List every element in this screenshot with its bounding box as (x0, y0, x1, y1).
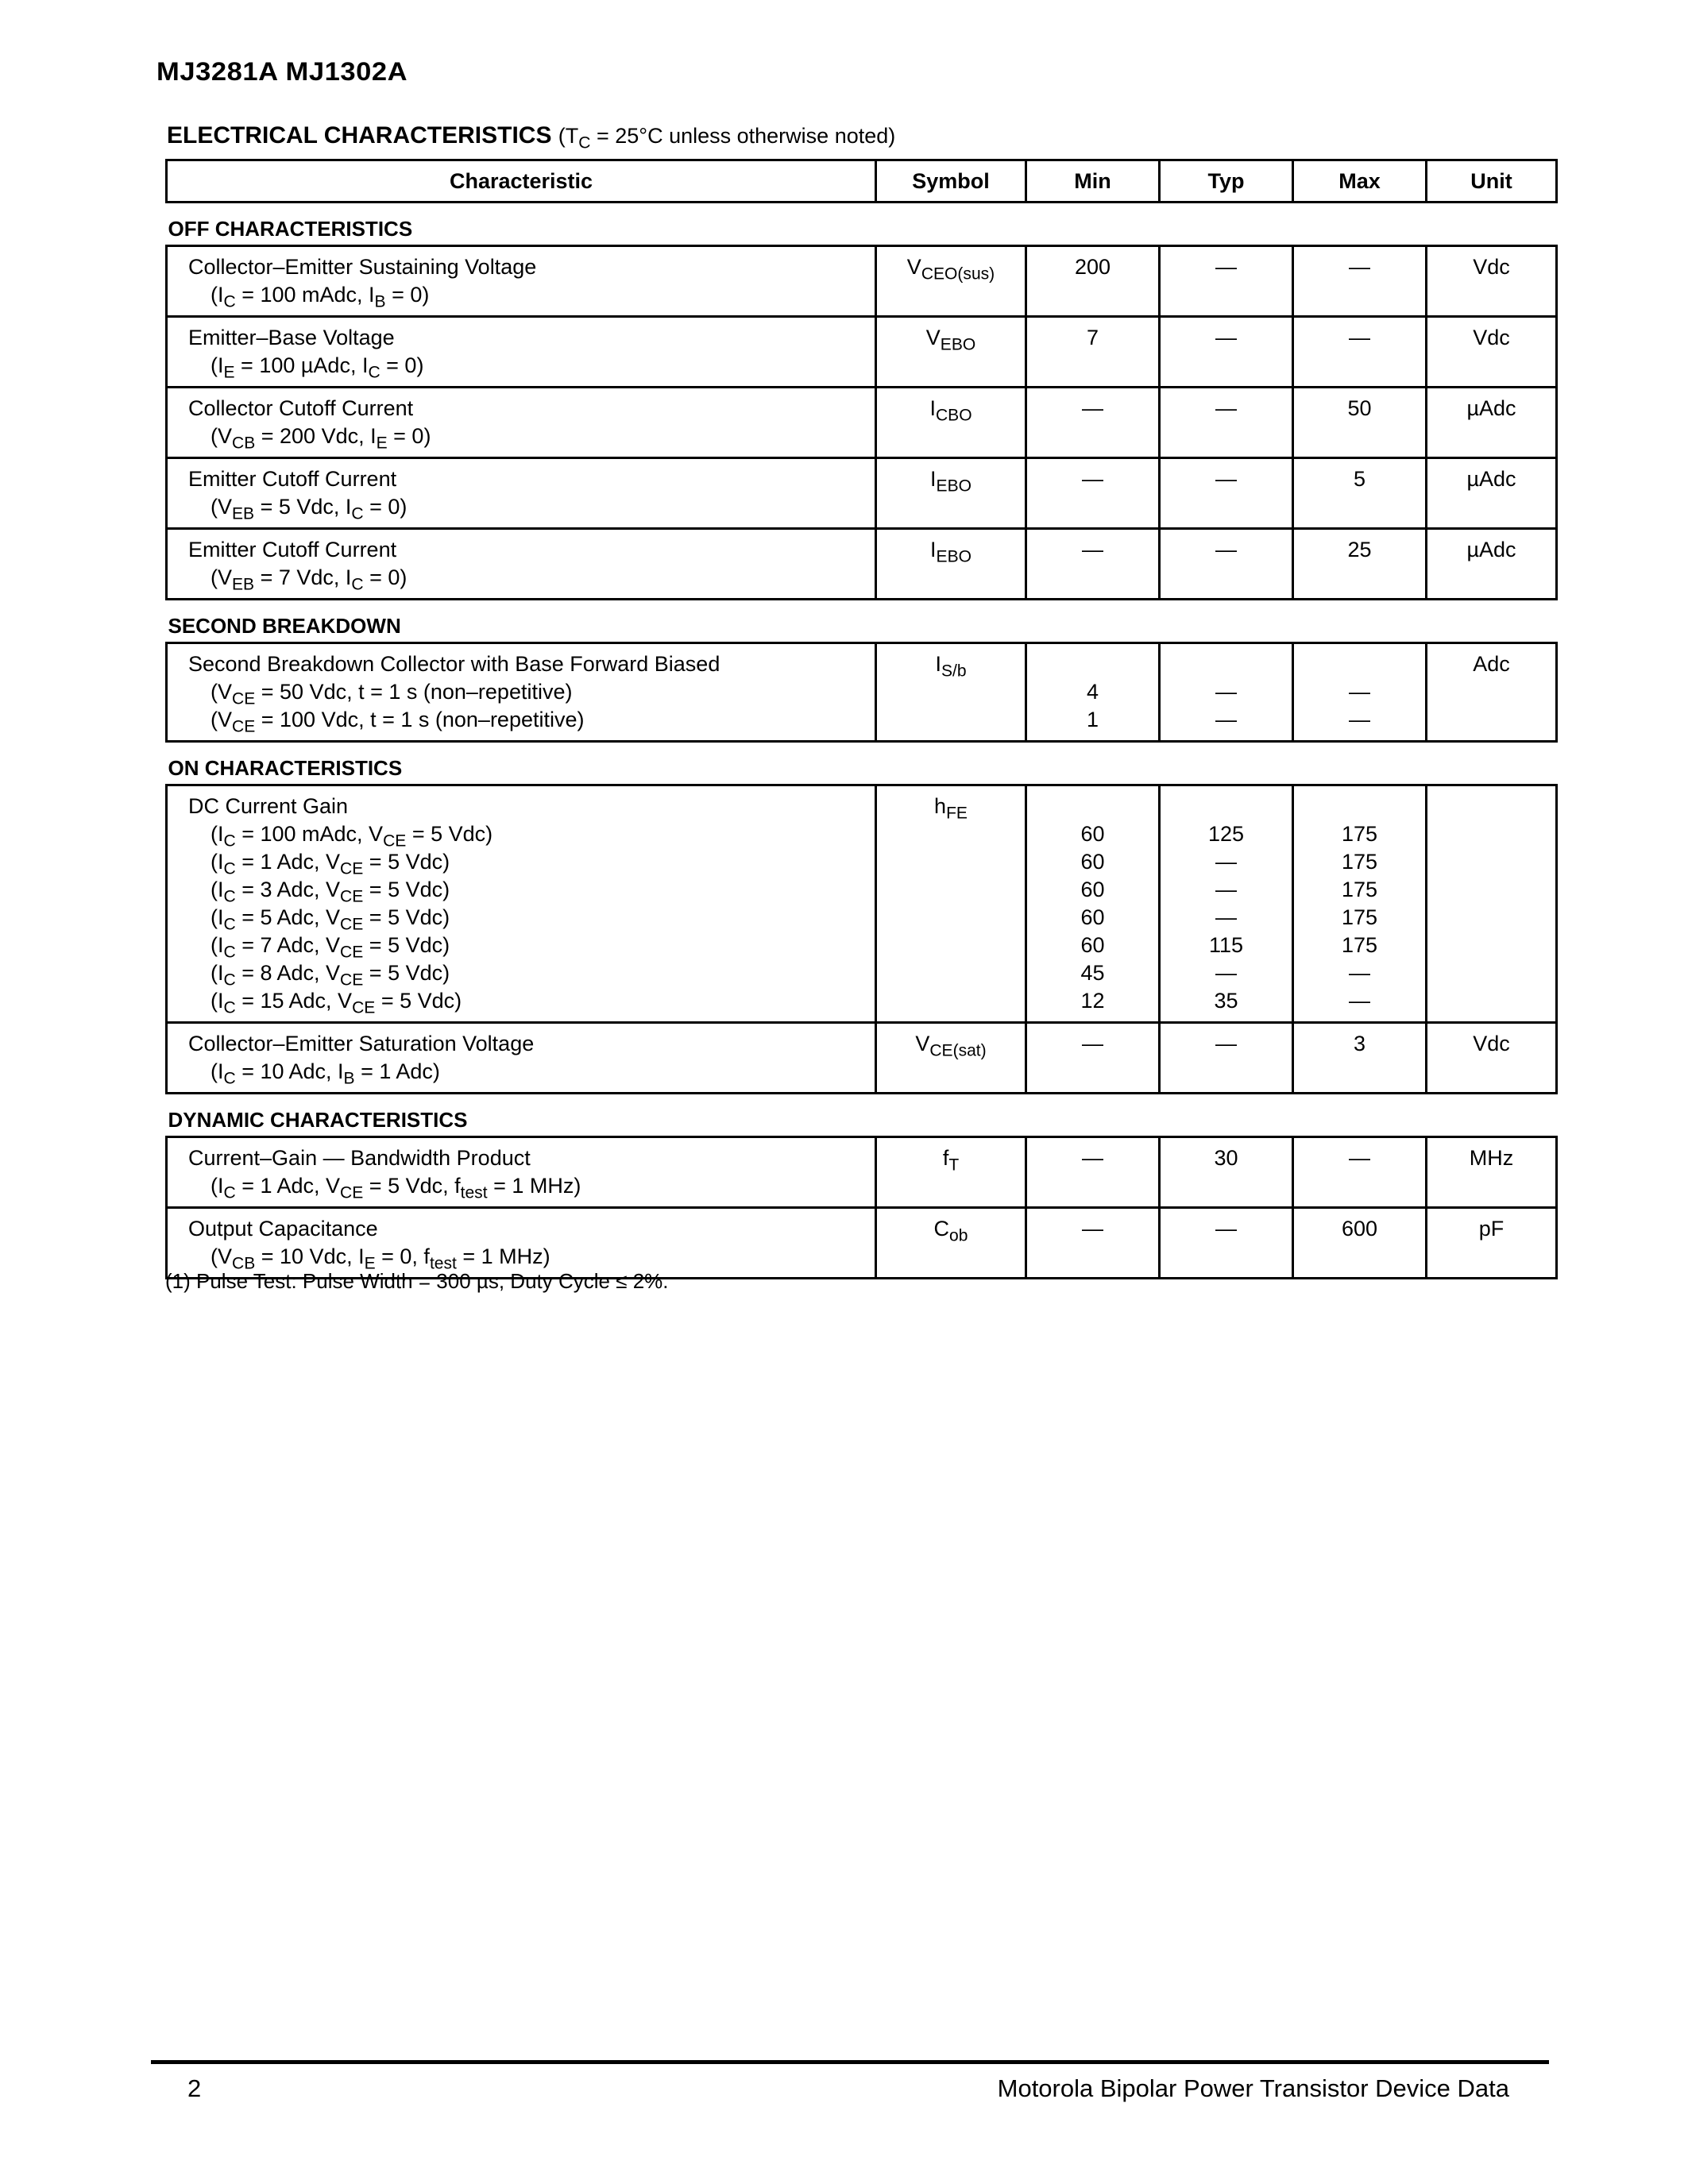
typ-value: — (1215, 326, 1237, 349)
min-cell (1026, 1023, 1160, 1094)
table-row (167, 246, 1557, 317)
test-condition: ($I_C = 8$ Adc, $V_{CE} = 5$ Vdc) (211, 961, 450, 990)
typ-value: 30 (1214, 1146, 1238, 1170)
typ-value: — (1215, 467, 1237, 491)
max-cell (1293, 1137, 1427, 1208)
max-cell (1293, 1023, 1427, 1094)
symbol-cell: $f_T$ (876, 1137, 1026, 1208)
footer-rule (151, 2060, 1549, 2064)
test-condition: ($I_C = 15$ Adc, $V_{CE} = 5$ Vdc) (211, 989, 462, 1017)
typ-value: 35 (1214, 989, 1238, 1013)
test-condition: ($I_C = 3$ Adc, $V_{CE} = 5$ Vdc) (211, 878, 450, 906)
min-value: 60 (1080, 933, 1105, 957)
min-value: 12 (1080, 989, 1105, 1013)
characteristic-name: Collector Cutoff Current (188, 396, 414, 420)
max-value: 175 (1341, 905, 1378, 929)
max-cell (1293, 388, 1427, 458)
max-cell (1293, 1208, 1427, 1279)
max-value: 50 (1347, 396, 1372, 420)
test-condition: ($I_C = 1$ Adc, $V_{CE} = 5$ Vdc, $f_{test} = 1$ MHz) (211, 1174, 581, 1202)
group-title: SECOND BREAKDOWN (167, 600, 1557, 643)
unit-cell: MHz (1427, 1137, 1557, 1208)
min-value: 60 (1080, 905, 1105, 929)
max-value: — (1349, 326, 1370, 349)
typ-cell (1160, 458, 1293, 529)
min-value: — (1082, 396, 1103, 420)
max-value: — (1349, 961, 1370, 985)
header-symbol: Symbol (876, 160, 1026, 203)
min-value: — (1082, 1032, 1103, 1055)
typ-value: 115 (1208, 933, 1244, 957)
typ-value: — (1215, 255, 1237, 279)
min-value: 200 (1074, 255, 1111, 279)
min-cell (1026, 1137, 1160, 1208)
typ-value: — (1215, 878, 1237, 901)
max-value: 25 (1347, 538, 1372, 561)
typ-cell (1160, 1137, 1293, 1208)
test-condition: ($I_C = 10$ Adc, $I_B = 1$ Adc) (211, 1059, 440, 1088)
min-cell (1026, 317, 1160, 388)
test-condition: ($I_C = 7$ Adc, $V_{CE} = 5$ Vdc) (211, 933, 450, 962)
typ-cell (1160, 246, 1293, 317)
max-value: 600 (1341, 1217, 1378, 1241)
max-value: 3 (1353, 1032, 1366, 1055)
symbol-cell: $V_{EBO}$ (876, 317, 1026, 388)
max-value: 175 (1341, 822, 1378, 846)
characteristic-name: Emitter Cutoff Current (188, 538, 397, 561)
typ-value: 125 (1207, 822, 1245, 846)
characteristic-cell (167, 643, 876, 742)
unit-cell: pF (1427, 1208, 1557, 1279)
test-condition: ($I_C = 5$ Adc, $V_{CE} = 5$ Vdc) (211, 905, 450, 934)
test-condition: ($V_{EB} = 5$ Vdc, $I_C = 0$) (211, 495, 408, 523)
characteristic-name: Collector–Emitter Sustaining Voltage (188, 255, 537, 279)
table-row (167, 1023, 1557, 1094)
symbol-cell: $V_{CE(sat)}$ (876, 1023, 1026, 1094)
typ-value: — (1215, 905, 1237, 929)
table-row (167, 458, 1557, 529)
min-value: — (1082, 467, 1103, 491)
characteristic-cell (167, 785, 876, 1023)
characteristic-cell (167, 1023, 876, 1094)
table-row (167, 529, 1557, 600)
header-typ: Typ (1160, 160, 1293, 203)
symbol-cell: $I_{EBO}$ (876, 458, 1026, 529)
test-condition: ($I_C = 1$ Adc, $V_{CE} = 5$ Vdc) (211, 850, 450, 878)
max-cell (1293, 246, 1427, 317)
max-value: 175 (1341, 878, 1378, 901)
max-value: — (1349, 680, 1370, 704)
characteristic-name: Current–Gain — Bandwidth Product (188, 1146, 531, 1170)
test-condition: ($V_{EB} = 7$ Vdc, $I_C = 0$) (211, 565, 408, 594)
max-cell (1293, 785, 1427, 1023)
group-title: DYNAMIC CHARACTERISTICS (167, 1094, 1557, 1137)
section-condition: ($T_C = 25^\circ C$ unless otherwise noted) (558, 124, 896, 152)
max-value: — (1349, 708, 1370, 731)
section-title (167, 122, 896, 152)
unit-cell: µAdc (1427, 458, 1557, 529)
footer-text: Motorola Bipolar Power Transistor Device Data (997, 2074, 1509, 2102)
symbol-cell: $h_{FE}$ (876, 785, 1026, 1023)
min-cell (1026, 388, 1160, 458)
unit-cell: Vdc (1427, 317, 1557, 388)
group-row (167, 203, 1557, 246)
unit-cell (1427, 785, 1557, 1023)
typ-cell (1160, 317, 1293, 388)
group-row (167, 742, 1557, 785)
table-row (167, 1137, 1557, 1208)
characteristic-cell (167, 1208, 876, 1279)
typ-value: — (1215, 538, 1237, 561)
min-cell (1026, 785, 1160, 1023)
max-value: 175 (1341, 933, 1378, 957)
max-value: — (1349, 1146, 1370, 1170)
header-max: Max (1293, 160, 1427, 203)
symbol-cell: $V_{CEO(sus)}$ (876, 246, 1026, 317)
max-value (1294, 793, 1425, 820)
typ-value (1161, 650, 1292, 678)
characteristic-cell (167, 529, 876, 600)
typ-cell (1160, 1023, 1293, 1094)
page-header-part-numbers: MJ3281A MJ1302A (156, 57, 408, 86)
table-row (167, 1208, 1557, 1279)
unit-cell: Vdc (1427, 1023, 1557, 1094)
min-cell (1026, 529, 1160, 600)
max-cell (1293, 529, 1427, 600)
test-condition: ($I_C = 100$ mAdc, $V_{CE} = 5$ Vdc) (211, 822, 493, 851)
max-value: — (1349, 255, 1370, 279)
unit-cell: Vdc (1427, 246, 1557, 317)
characteristic-cell (167, 246, 876, 317)
typ-cell (1160, 1208, 1293, 1279)
test-condition: ($V_{CE} = 100$ Vdc, t = 1 s (non–repetitive) (211, 708, 585, 736)
test-condition: ($V_{CB} = 10$ Vdc, $I_E = 0$, $f_{test} = 1$ MHz) (211, 1244, 550, 1273)
min-value (1027, 793, 1158, 820)
symbol-cell: $C_{ob}$ (876, 1208, 1026, 1279)
symbol-cell: $I_{CBO}$ (876, 388, 1026, 458)
min-value: 1 (1086, 708, 1099, 731)
group-row (167, 1094, 1557, 1137)
header-unit: Unit (1427, 160, 1557, 203)
max-value: — (1349, 989, 1370, 1013)
header-min: Min (1026, 160, 1160, 203)
table-row (167, 317, 1557, 388)
unit-cell: µAdc (1427, 529, 1557, 600)
typ-value (1161, 793, 1292, 820)
characteristic-name: DC Current Gain (188, 794, 349, 818)
typ-cell (1160, 529, 1293, 600)
min-value: 60 (1080, 822, 1105, 846)
min-value: 45 (1080, 961, 1105, 985)
group-title: OFF CHARACTERISTICS (167, 203, 1557, 246)
min-cell (1026, 1208, 1160, 1279)
min-value: 7 (1086, 326, 1099, 349)
typ-value: — (1215, 396, 1237, 420)
symbol-cell: $I_{S/b}$ (876, 643, 1026, 742)
electrical-characteristics-table (165, 159, 1558, 1279)
section-title-text: ELECTRICAL CHARACTERISTICS (167, 122, 552, 149)
typ-value: — (1215, 850, 1237, 874)
unit-cell: Adc (1427, 643, 1557, 742)
test-condition: ($V_{CB} = 200$ Vdc, $I_E = 0$) (211, 424, 431, 453)
symbol-cell: $I_{EBO}$ (876, 529, 1026, 600)
max-value: 5 (1353, 467, 1366, 491)
min-value: 60 (1080, 878, 1105, 901)
characteristic-cell (167, 317, 876, 388)
min-value (1027, 650, 1158, 678)
min-cell (1026, 643, 1160, 742)
min-cell (1026, 458, 1160, 529)
header-characteristic: Characteristic (167, 160, 876, 203)
max-cell (1293, 317, 1427, 388)
max-value: 175 (1341, 850, 1378, 874)
page-number: 2 (187, 2074, 202, 2102)
table-header-row (167, 160, 1557, 203)
test-condition: ($V_{CE} = 50$ Vdc, t = 1 s (non–repetitive) (211, 680, 573, 708)
typ-cell (1160, 785, 1293, 1023)
characteristic-cell (167, 1137, 876, 1208)
max-value (1294, 650, 1425, 678)
characteristic-name: Second Breakdown Collector with Base Forward Biased (188, 652, 720, 676)
max-cell (1293, 643, 1427, 742)
typ-cell (1160, 643, 1293, 742)
table-row (167, 643, 1557, 742)
min-value: — (1082, 1217, 1103, 1241)
group-title: ON CHARACTERISTICS (167, 742, 1557, 785)
min-value: 60 (1080, 850, 1105, 874)
typ-value: — (1215, 1032, 1237, 1055)
characteristic-name: Emitter Cutoff Current (188, 467, 397, 491)
min-value: 4 (1086, 680, 1099, 704)
table-row (167, 785, 1557, 1023)
max-cell (1293, 458, 1427, 529)
typ-value: — (1215, 708, 1237, 731)
min-value: — (1082, 538, 1103, 561)
typ-value: — (1215, 961, 1237, 985)
footnote: (1) Pulse Test: Pulse Width = 300 µs, Duty Cycle ≤ 2%. (165, 1269, 669, 1293)
typ-value: — (1215, 680, 1237, 704)
group-row (167, 600, 1557, 643)
characteristic-name: Collector–Emitter Saturation Voltage (188, 1032, 535, 1055)
min-value: — (1082, 1146, 1103, 1170)
characteristic-cell (167, 388, 876, 458)
table-row (167, 388, 1557, 458)
unit-cell: µAdc (1427, 388, 1557, 458)
characteristic-name: Output Capacitance (188, 1217, 378, 1241)
characteristic-cell (167, 458, 876, 529)
min-cell (1026, 246, 1160, 317)
test-condition: ($I_C = 100$ mAdc, $I_B = 0$) (211, 283, 430, 311)
characteristic-name: Emitter–Base Voltage (188, 326, 395, 349)
typ-value: — (1215, 1217, 1237, 1241)
typ-cell (1160, 388, 1293, 458)
test-condition: ($I_E = 100$ µAdc, $I_C = 0$) (211, 353, 424, 382)
